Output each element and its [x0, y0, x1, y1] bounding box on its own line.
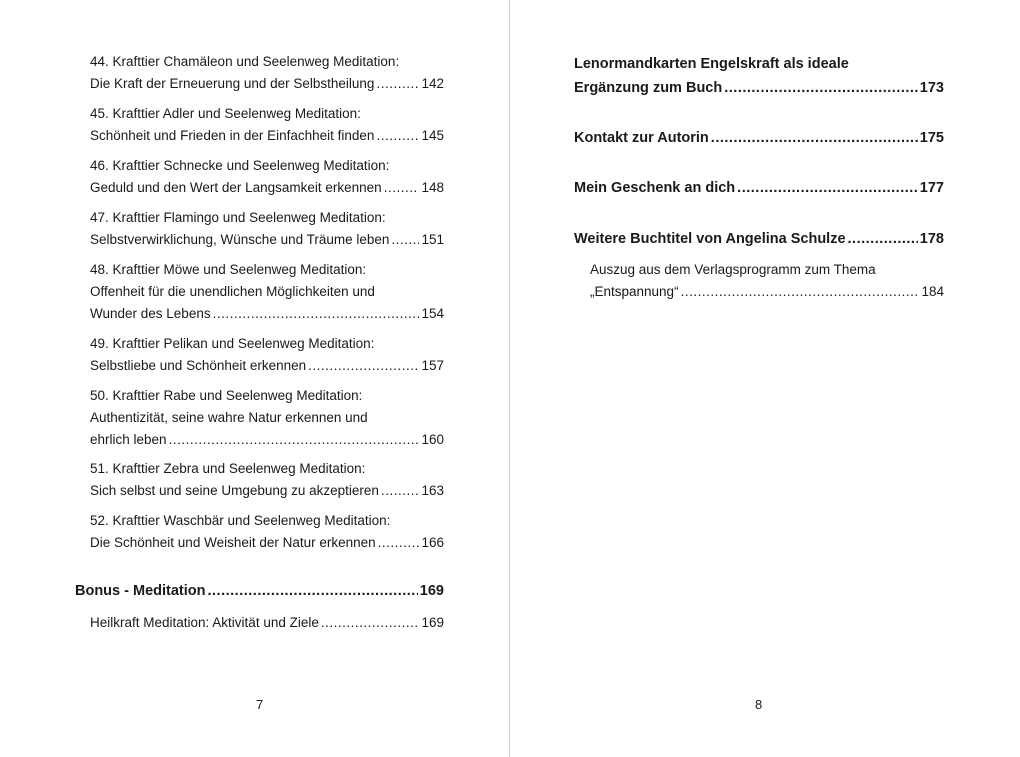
- toc-chapter-title: Kontakt zur Autorin: [574, 130, 709, 146]
- toc-entry-subtitle: Wunder des Lebens: [90, 306, 211, 321]
- toc-weitere-buchtitel[interactable]: [574, 227, 944, 251]
- toc-entry-subtitle: Selbstliebe und Schönheit erkennen: [90, 358, 307, 373]
- toc-chapter-title: Bonus - Meditation: [75, 583, 206, 599]
- toc-geschenk[interactable]: [574, 176, 944, 200]
- toc-entry-title: 51. Krafttier Zebra und Seelenweg Meditation:: [90, 461, 366, 476]
- toc-page-number: 166: [421, 535, 444, 550]
- toc-page-number: 154: [421, 306, 444, 321]
- right-page: [510, 0, 1020, 757]
- toc-entry-subtitle: „Entspannung“: [590, 284, 679, 299]
- dot-leader: [848, 227, 918, 251]
- dot-leader: [376, 73, 419, 95]
- toc-chapter-title: Weitere Buchtitel von Angelina Schulze: [574, 231, 846, 247]
- toc-chapter-title-cont: Ergänzung zum Buch: [574, 80, 723, 96]
- dot-leader: [208, 580, 418, 602]
- toc-entry-45[interactable]: [90, 103, 444, 147]
- toc-entry-46[interactable]: [90, 155, 444, 199]
- toc-entry-title: 45. Krafttier Adler und Seelenweg Meditation:: [90, 106, 361, 121]
- dot-leader: [378, 532, 420, 554]
- toc-entry-subtitle: Schönheit und Frieden in der Einfachheit finden: [90, 128, 375, 143]
- dot-leader: [384, 177, 420, 199]
- toc-entry-subtitle: ehrlich leben: [90, 432, 167, 447]
- toc-entry-title: Auszug aus dem Verlagsprogramm zum Thema: [590, 262, 876, 277]
- page-number-left: 7: [256, 697, 264, 712]
- toc-entry-subtitle: Offenheit für die unendlichen Möglichkeiten und: [90, 284, 375, 299]
- toc-entry-title: 49. Krafttier Pelikan und Seelenweg Meditation:: [90, 336, 375, 351]
- toc-page-number: 184: [921, 284, 944, 299]
- toc-entry-subtitle: Selbstverwirklichung, Wünsche und Träume leben: [90, 232, 390, 247]
- toc-entry-title: 52. Krafttier Waschbär und Seelenweg Meditation:: [90, 513, 391, 528]
- dot-leader: [381, 480, 420, 502]
- toc-page-number: 145: [421, 128, 444, 143]
- toc-chapter-title: Lenormandkarten Engelskraft als ideale: [574, 56, 849, 72]
- toc-entry-51[interactable]: [90, 458, 444, 502]
- toc-page-number: 142: [421, 76, 444, 91]
- toc-chapter-title: Mein Geschenk an dich: [574, 180, 736, 196]
- toc-page-number: 169: [421, 615, 444, 630]
- dot-leader: [321, 612, 420, 634]
- left-page: [0, 0, 509, 757]
- toc-page-number: 151: [421, 232, 444, 247]
- toc-entry-subtitle: Geduld und den Wert der Langsamkeit erkennen: [90, 180, 382, 195]
- toc-entry-48[interactable]: [90, 259, 444, 325]
- toc-page-number: 148: [421, 180, 444, 195]
- toc-entry-title: 46. Krafttier Schnecke und Seelenweg Meditation:: [90, 158, 390, 173]
- toc-auszug[interactable]: [590, 259, 944, 303]
- toc-kontakt[interactable]: [574, 126, 944, 150]
- dot-leader: [308, 355, 419, 377]
- toc-bonus-meditation[interactable]: [75, 580, 444, 602]
- toc-page-number: 160: [421, 432, 444, 447]
- toc-entry-50[interactable]: [90, 385, 444, 451]
- toc-page-number: 178: [919, 231, 944, 247]
- toc-entry-subtitle: Authentizität, seine wahre Natur erkennen und: [90, 410, 368, 425]
- dot-leader: [737, 176, 918, 200]
- toc-page-number: 163: [421, 483, 444, 498]
- toc-entry-47[interactable]: [90, 207, 444, 251]
- toc-entry-44[interactable]: [90, 51, 444, 95]
- dot-leader: [681, 281, 920, 303]
- toc-heilkraft-meditation[interactable]: [90, 612, 444, 634]
- toc-page-number: 173: [919, 80, 944, 96]
- toc-entry-title: 44. Krafttier Chamäleon und Seelenweg Meditation:: [90, 54, 400, 69]
- toc-page-number: 157: [421, 358, 444, 373]
- toc-page-number: 169: [419, 583, 444, 599]
- dot-leader: [391, 229, 419, 251]
- toc-page-number: 175: [919, 130, 944, 146]
- dot-leader: [376, 125, 419, 147]
- dot-leader: [724, 76, 918, 100]
- toc-lenormandkarten[interactable]: [574, 52, 944, 100]
- page-number-right: 8: [755, 697, 763, 712]
- dot-leader: [711, 126, 918, 150]
- toc-entry-subtitle: Heilkraft Meditation: Aktivität und Ziele: [90, 615, 319, 630]
- toc-entry-title: 48. Krafttier Möwe und Seelenweg Meditation:: [90, 262, 367, 277]
- dot-leader: [169, 429, 420, 451]
- toc-entry-52[interactable]: [90, 510, 444, 554]
- toc-entry-subtitle: Die Schönheit und Weisheit der Natur erkennen: [90, 535, 376, 550]
- toc-entry-subtitle: Sich selbst und seine Umgebung zu akzeptieren: [90, 483, 379, 498]
- toc-entry-title: 47. Krafttier Flamingo und Seelenweg Meditation:: [90, 210, 386, 225]
- toc-page-number: 177: [919, 180, 944, 196]
- toc-entry-49[interactable]: [90, 333, 444, 377]
- dot-leader: [213, 303, 420, 325]
- toc-entry-title: 50. Krafttier Rabe und Seelenweg Meditation:: [90, 388, 363, 403]
- toc-entry-subtitle: Die Kraft der Erneuerung und der Selbstheilung: [90, 76, 375, 91]
